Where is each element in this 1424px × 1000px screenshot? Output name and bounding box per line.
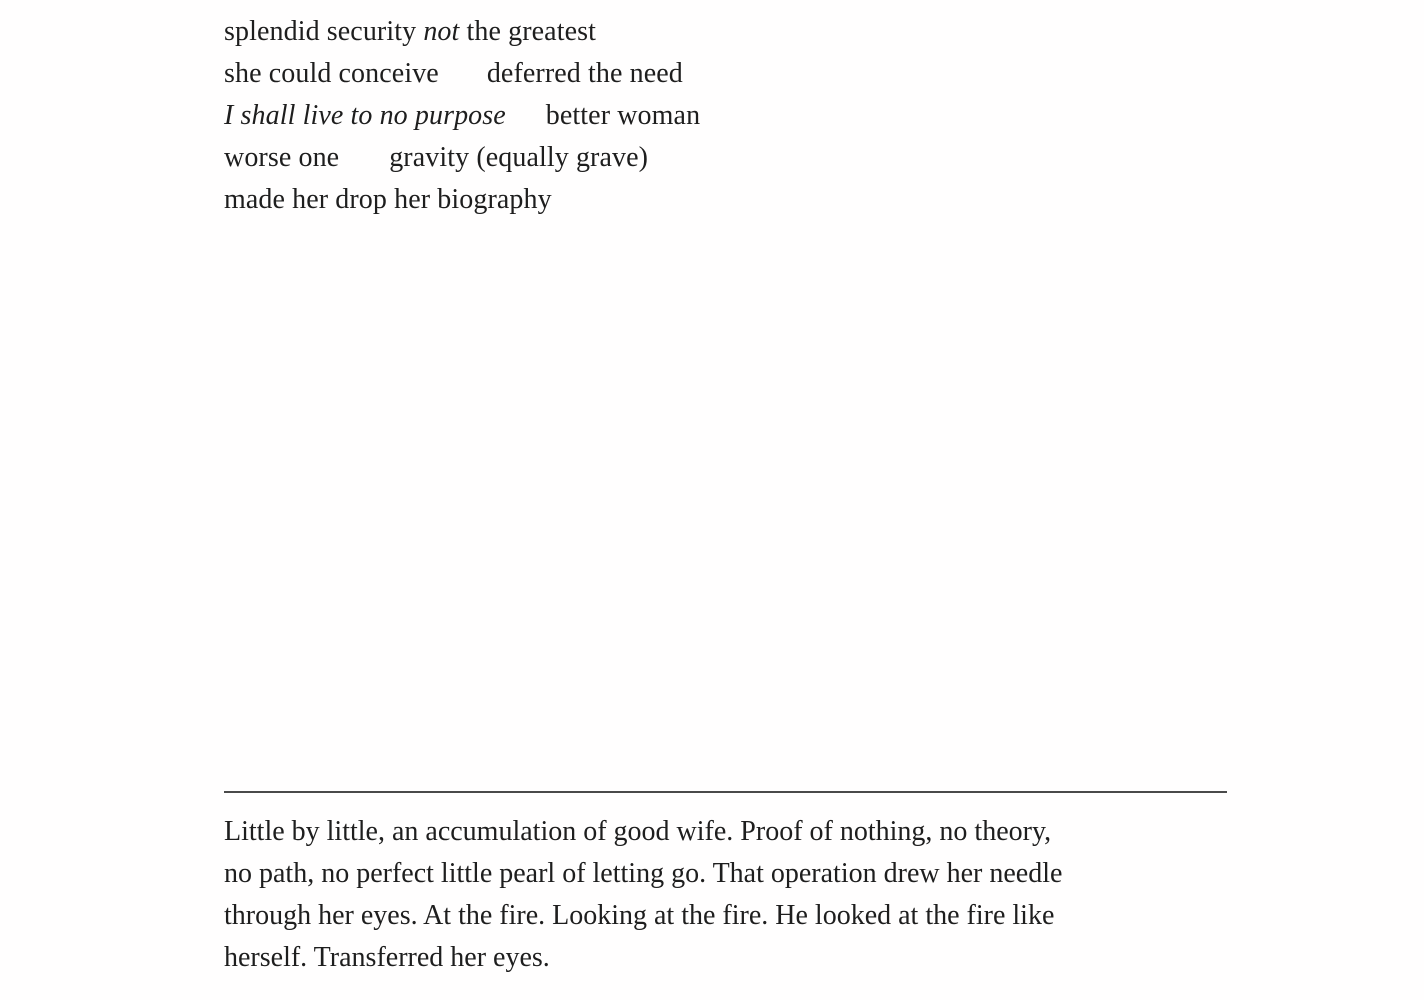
poem-line-3-italic-phrase: I shall live to no purpose xyxy=(224,100,506,131)
poem-line-1-italic-word: not xyxy=(423,16,460,47)
prose-line: herself. Transferred her eyes. xyxy=(224,942,550,973)
horizontal-rule xyxy=(224,791,1227,793)
poem-line-2-phrase-a: she could conceive xyxy=(224,58,439,89)
poem-line-1 xyxy=(224,11,700,53)
poem-line-3 xyxy=(224,95,700,137)
poem-line-4-phrase-b: gravity (equally grave) xyxy=(389,142,649,173)
poem-line-4-phrase-a: worse one xyxy=(224,142,340,173)
prose-paragraph xyxy=(224,811,1214,979)
poem-line-3-phrase-b: better woman xyxy=(545,100,701,131)
poem-line-2-phrase-b: deferred the need xyxy=(486,58,683,89)
poem-line-4 xyxy=(224,137,700,179)
poem-line-1-text-a: splendid security xyxy=(224,16,424,47)
prose-line: Little by little, an accumulation of good wife. Proof of nothing, no theory, xyxy=(224,816,1052,847)
prose-line: no path, no perfect little pearl of letting go. That operation drew her needle xyxy=(224,858,1063,889)
poem-fragment xyxy=(224,11,700,221)
poem-line-2 xyxy=(224,53,700,95)
poem-line-5: made her drop her biography xyxy=(224,184,552,215)
prose-line: through her eyes. At the fire. Looking at the fire. He looked at the fire like xyxy=(224,900,1055,931)
poem-line-1-text-c: the greatest xyxy=(459,16,596,47)
